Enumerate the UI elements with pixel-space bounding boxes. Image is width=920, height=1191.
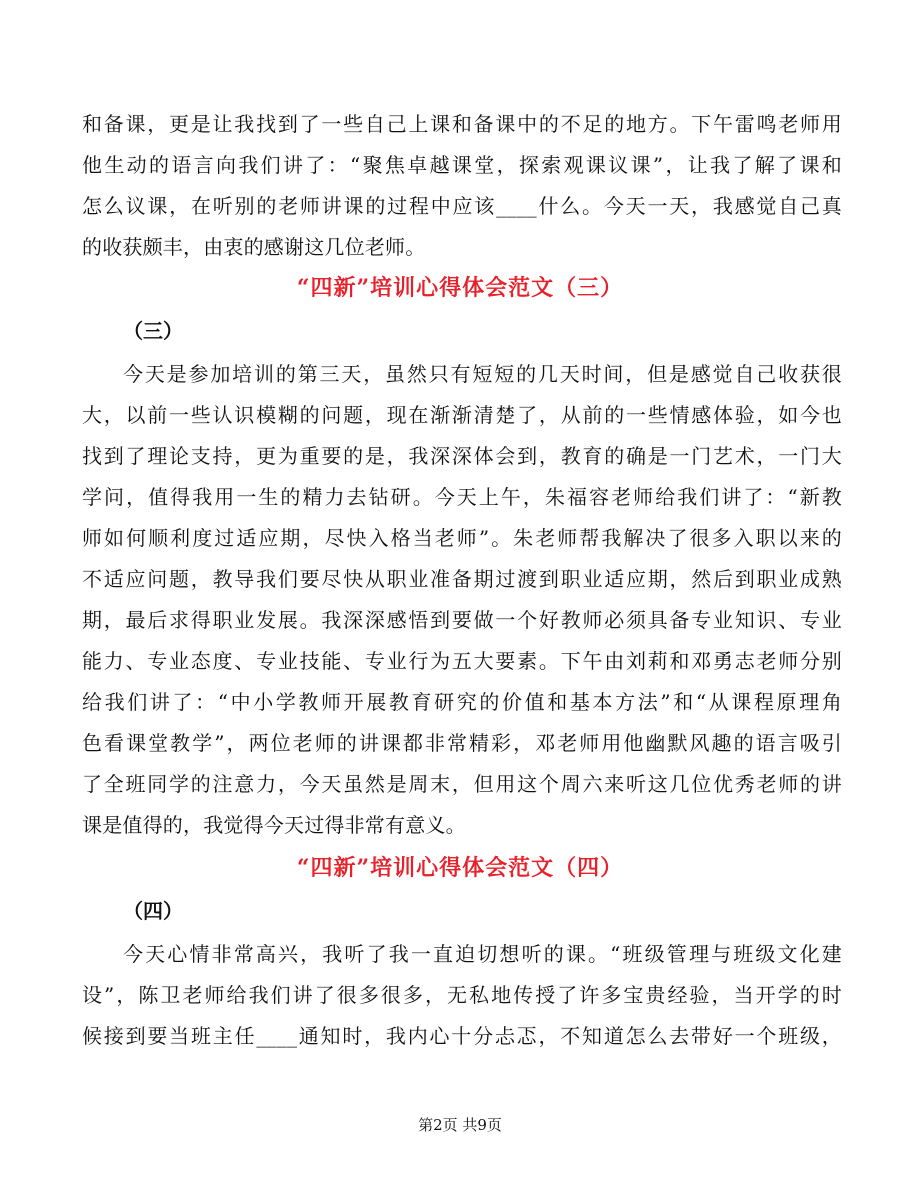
paragraph-line: 他生动的语言向我们讲了：“聚焦卓越课堂，探索观课议课”，让我了解了课和 — [82, 153, 842, 177]
paragraph-line: 找到了理论支持，更为重要的是，我深深体会到，教育的确是一门艺术，一门大 — [82, 444, 842, 468]
paragraph-line: 大，以前一些认识模糊的问题，现在渐渐清楚了，从前的一些情感体验，如今也 — [82, 403, 842, 427]
paragraph-line: 和备课，更是让我找到了一些自己上课和备课中的不足的地方。下午雷鸣老师用 — [82, 112, 842, 136]
paragraph-line: 今天是参加培训的第三天，虽然只有短短的几天时间，但是感觉自己收获很 — [123, 362, 842, 386]
paragraph-line: 色看课堂教学”，两位老师的讲课都非常精彩，邓老师用他幽默风趣的语言吸引 — [82, 731, 842, 755]
paragraph-line: 怎么议课，在听别的老师讲课的过程中应该____什么。今天一天，我感觉自己真 — [82, 194, 842, 218]
section-subhead: （四） — [123, 899, 183, 923]
paragraph-line: 能力、专业态度、专业技能、专业行为五大要素。下午由刘莉和邓勇志老师分别 — [82, 649, 842, 673]
paragraph-line: 的收获颇丰，由衷的感谢这几位老师。 — [82, 235, 426, 259]
section-heading: “四新”培训心得体会范文（三） — [296, 275, 624, 301]
paragraph-line: 候接到要当班主任____通知时，我内心十分忐忑，不知道怎么去带好一个班级， — [82, 1024, 842, 1048]
page-number-footer: 第2页 共9页 — [418, 1116, 502, 1134]
section-heading: “四新”培训心得体会范文（四） — [296, 855, 624, 881]
paragraph-line: 了全班同学的注意力，今天虽然是周末，但用这个周六来听这几位优秀老师的讲 — [82, 772, 842, 796]
paragraph-line: 课是值得的，我觉得今天过得非常有意义。 — [82, 813, 466, 837]
paragraph-line: 今天心情非常高兴，我听了我一直迫切想听的课。“班级管理与班级文化建 — [123, 942, 842, 966]
paragraph-line: 设”，陈卫老师给我们讲了很多很多，无私地传授了许多宝贵经验，当开学的时 — [82, 983, 842, 1007]
paragraph-line: 师如何顺利度过适应期，尽快入格当老师”。朱老师帮我解决了很多入职以来的 — [82, 526, 842, 550]
paragraph-line: 期，最后求得职业发展。我深深感悟到要做一个好教师必须具备专业知识、专业 — [82, 608, 842, 632]
section-subhead: （三） — [123, 319, 183, 343]
paragraph-line: 不适应问题，教导我们要尽快从职业准备期过渡到职业适应期，然后到职业成熟 — [82, 567, 842, 591]
paragraph-line: 给我们讲了：“中小学教师开展教育研究的价值和基本方法”和“从课程原理角 — [82, 690, 842, 714]
paragraph-line: 学问，值得我用一生的精力去钻研。今天上午，朱福容老师给我们讲了：“新教 — [82, 485, 842, 509]
